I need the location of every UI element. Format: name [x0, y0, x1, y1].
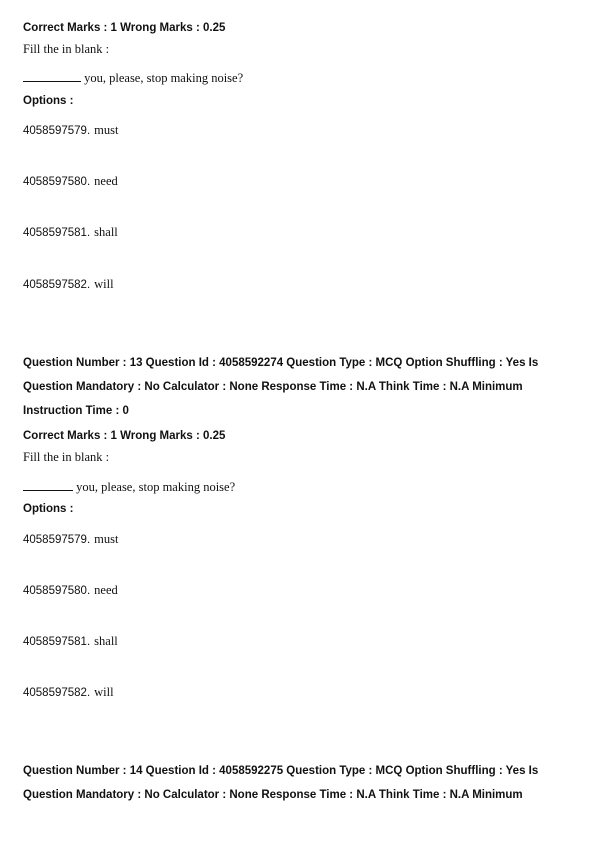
- q13-marks: Correct Marks : 1 Wrong Marks : 0.25: [23, 430, 226, 442]
- option-id: 4058597579.: [23, 534, 91, 546]
- option-text: shall: [94, 634, 118, 648]
- q12-option-3: [23, 223, 118, 241]
- option-text: need: [94, 583, 118, 597]
- q13-sentence: [23, 480, 235, 495]
- q13-instruction: Fill the in blank :: [23, 450, 110, 464]
- q13-header-line-3: Instruction Time : 0: [23, 405, 129, 417]
- q12-instruction: Fill the in blank :: [23, 42, 110, 56]
- q13-options-label: Options :: [23, 503, 74, 515]
- option-text: will: [94, 685, 114, 699]
- q12-sentence: [23, 71, 243, 86]
- q13-option-3: [23, 632, 118, 650]
- option-id: 4058597581.: [23, 636, 91, 648]
- blank-line: [23, 71, 81, 82]
- q12-options-label: Options :: [23, 95, 74, 107]
- q12-marks: Correct Marks : 1 Wrong Marks : 0.25: [23, 22, 226, 34]
- option-text: need: [94, 174, 118, 188]
- q13-header-line-1: Question Number : 13 Question Id : 4058592274 Question Type : MCQ Option Shuffling : Yes Is: [23, 357, 539, 369]
- q12-option-1: [23, 121, 118, 139]
- q13-header-line-2: Question Mandatory : No Calculator : None Response Time : N.A Think Time : N.A Minimum: [23, 381, 523, 393]
- option-id: 4058597579.: [23, 125, 91, 137]
- q14-header-line-1: Question Number : 14 Question Id : 4058592275 Question Type : MCQ Option Shuffling : Yes Is: [23, 765, 539, 777]
- option-text: must: [94, 123, 119, 137]
- option-text: will: [94, 277, 114, 291]
- option-text: shall: [94, 225, 118, 239]
- blank-line: [23, 480, 73, 491]
- option-id: 4058597582.: [23, 687, 91, 699]
- q13-option-1: [23, 530, 118, 548]
- q13-option-2: [23, 581, 118, 599]
- q12-option-2: [23, 172, 118, 190]
- option-id: 4058597581.: [23, 227, 91, 239]
- q12-sentence-text: you, please, stop making noise?: [81, 71, 244, 85]
- q14-header-line-2: Question Mandatory : No Calculator : None Response Time : N.A Think Time : N.A Minimum: [23, 789, 523, 801]
- q13-sentence-text: you, please, stop making noise?: [73, 480, 236, 494]
- q12-option-4: [23, 275, 114, 293]
- option-text: must: [94, 532, 119, 546]
- option-id: 4058597580.: [23, 585, 91, 597]
- option-id: 4058597580.: [23, 176, 91, 188]
- option-id: 4058597582.: [23, 279, 91, 291]
- q13-option-4: [23, 683, 114, 701]
